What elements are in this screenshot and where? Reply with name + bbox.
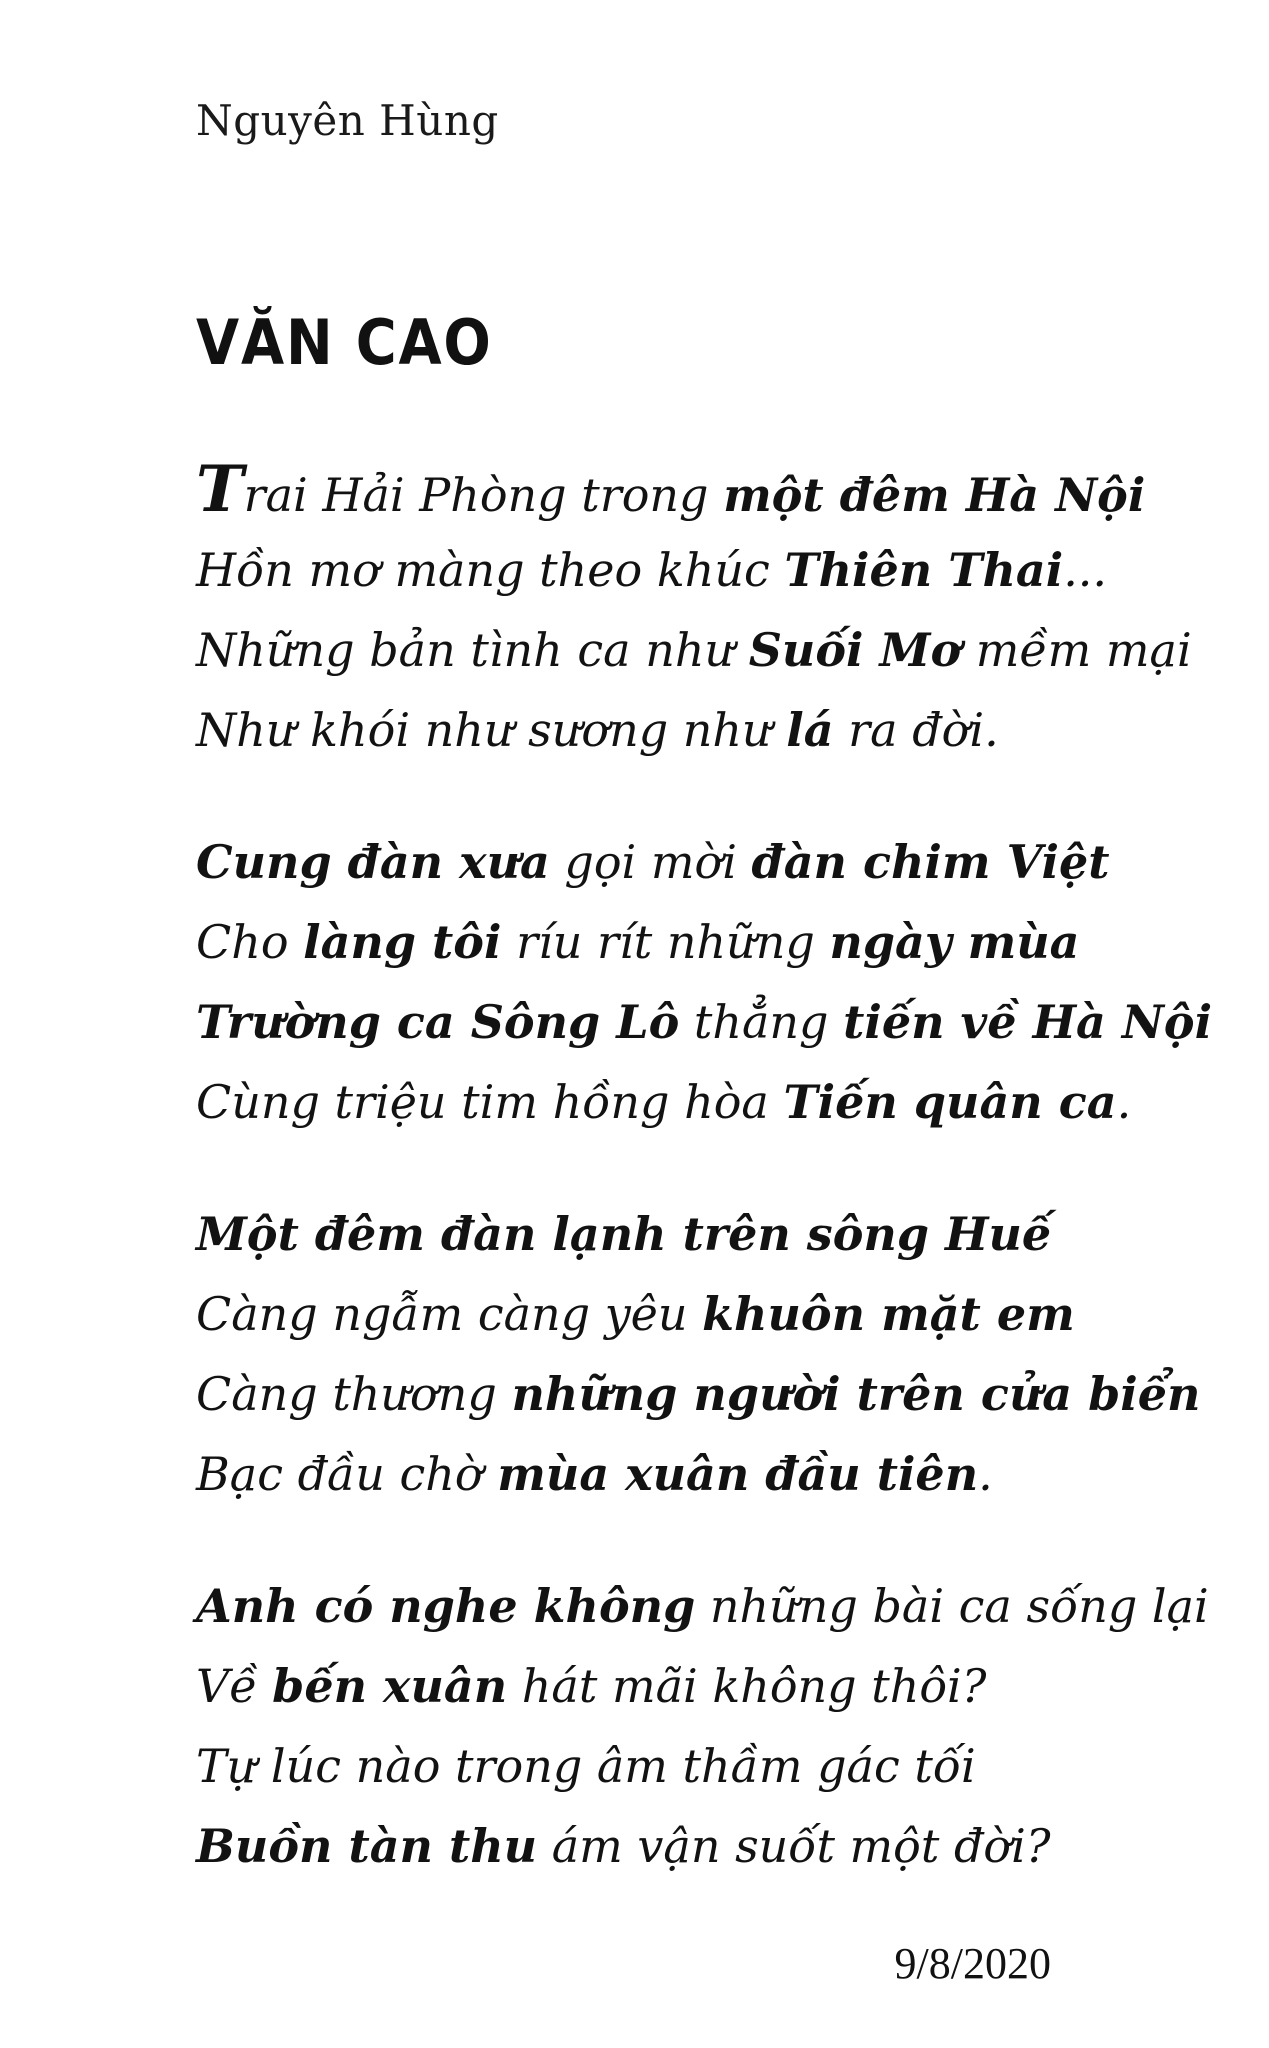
poem-line (196, 1806, 1196, 1886)
emphasis-text: Tiến quân ca (783, 1075, 1117, 1129)
poem-line (196, 1434, 1196, 1514)
line-text: Hồn mơ màng theo khúc (196, 543, 785, 597)
line-text: Cùng triệu tim hồng hòa (196, 1075, 784, 1129)
emphasis-text: làng tôi (303, 915, 502, 969)
poem-line (196, 1566, 1209, 1646)
author-name: Nguyên Hùng (196, 96, 499, 145)
line-text: ra đời. (833, 703, 999, 757)
stanza (196, 1194, 1201, 1514)
line-text: thẳng (679, 995, 844, 1049)
line-text: Cho (196, 915, 304, 969)
poem-line (196, 982, 1213, 1062)
poem-line (196, 610, 1196, 690)
poem-line (196, 1726, 1196, 1806)
emphasis-text: Một đêm đàn lạnh trên sông Huế (196, 1207, 1052, 1261)
emphasis-text: Buồn tàn thu (196, 1819, 538, 1873)
emphasis-text: Suối Mơ (748, 623, 962, 677)
line-text: . (978, 1447, 993, 1501)
line-text: ríu rít những (501, 915, 830, 969)
line-text: Những bản tình ca như (196, 623, 749, 677)
line-text: Càng ngẫm càng yêu (196, 1287, 703, 1341)
line-text: Về (196, 1659, 273, 1713)
line-text: ... (1063, 543, 1108, 597)
emphasis-text: mùa xuân đầu tiên (497, 1447, 979, 1501)
emphasis-text: một đêm Hà Nội (723, 468, 1146, 522)
poem-line (196, 1274, 1196, 1354)
poem-body (196, 450, 1213, 1938)
line-text: . (1116, 1075, 1132, 1129)
drop-cap: T (196, 452, 244, 527)
stanza (196, 822, 1213, 1142)
line-text: ám vận suốt một đời? (537, 1819, 1051, 1873)
line-text: mềm mại (961, 623, 1192, 677)
emphasis-text: lá (786, 703, 834, 757)
poem-line (196, 1354, 1201, 1434)
stanza (196, 450, 1196, 770)
emphasis-text: ngày mùa (829, 915, 1080, 969)
emphasis-text: khuôn mặt em (702, 1287, 1075, 1341)
line-text: những bài ca sống lại (695, 1579, 1209, 1633)
poem-line (196, 1062, 1196, 1142)
emphasis-text: bến xuân (272, 1659, 508, 1713)
poem-date: 9/8/2020 (894, 1939, 1051, 1988)
line-text: Tự lúc nào trong âm thầm gác tối (196, 1739, 976, 1793)
line-text: hát mãi không thôi? (507, 1659, 987, 1713)
poem-line (196, 1194, 1196, 1274)
emphasis-text: Anh có nghe không (196, 1579, 696, 1633)
line-text: Càng thương (196, 1367, 512, 1421)
poem-line (196, 1646, 1196, 1726)
emphasis-text: những người trên cửa biển (511, 1367, 1201, 1421)
stanza (196, 1566, 1209, 1886)
poem-line (196, 690, 1196, 770)
emphasis-text: Trường ca Sông Lô (196, 995, 680, 1049)
poem-line (196, 822, 1196, 902)
poem-line (196, 530, 1196, 610)
poem-title: VĂN CAO (196, 306, 493, 379)
line-text: Bạc đầu chờ (196, 1447, 498, 1501)
poem-line (196, 450, 1196, 530)
line-text: gọi mời (549, 835, 752, 889)
line-text: rai Hải Phòng trong (243, 468, 724, 522)
emphasis-text: Thiên Thai (784, 543, 1064, 597)
emphasis-text: Cung đàn xưa (196, 835, 550, 889)
poem-line (196, 902, 1196, 982)
emphasis-text: tiến về Hà Nội (843, 995, 1213, 1049)
line-text: Như khói như sương như (196, 703, 787, 757)
emphasis-text: đàn chim Việt (751, 835, 1110, 889)
